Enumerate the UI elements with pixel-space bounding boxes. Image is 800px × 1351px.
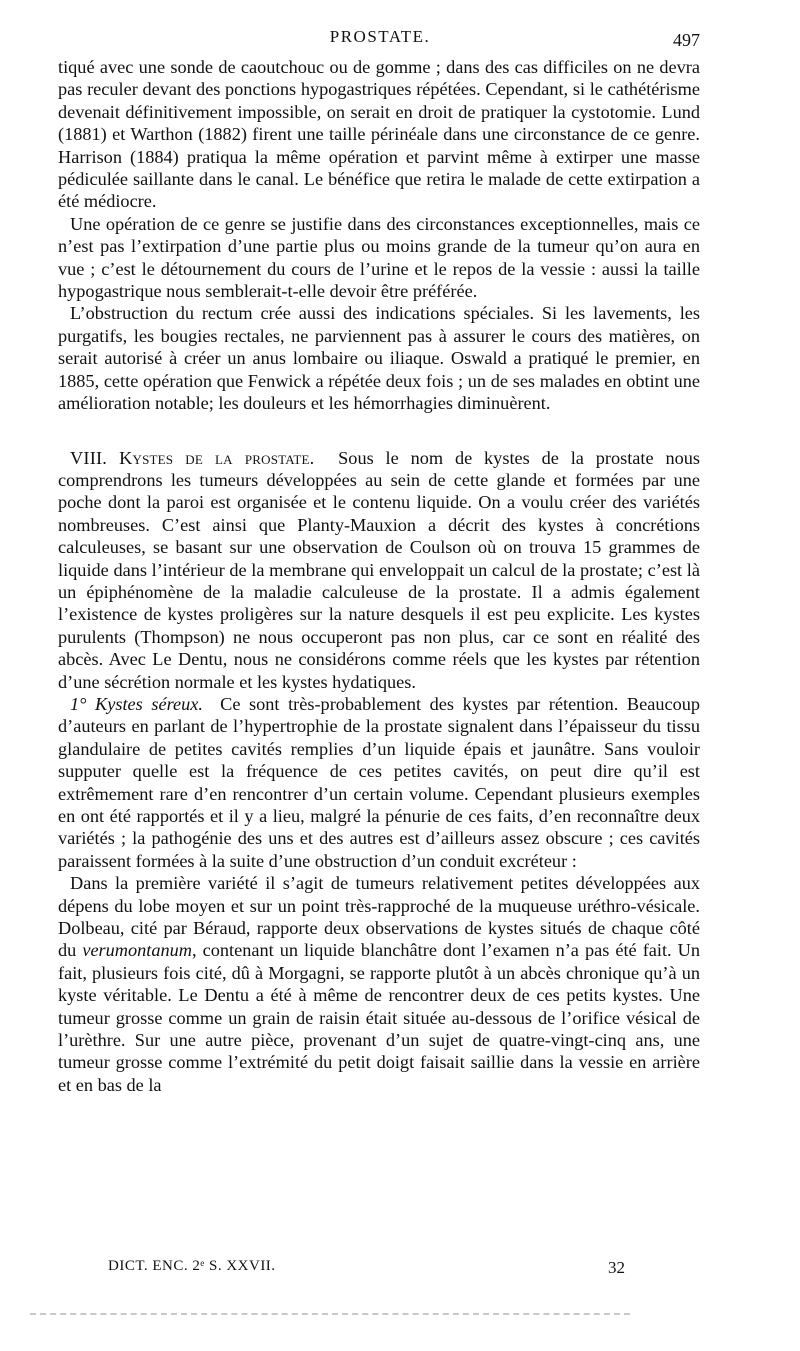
paragraph-text-b: , contenant un liquide blanchâtre dont l’examen n’a pas été fait. Un fait, plusieurs fois cité, dû à Morgagni, se rapporte plutôt à un abcès chronique qu’à un kyste véritable. Le Dentu a été à même de rencontrer deux de ces petits kystes. Une tumeur grosse comme un grain de raisin était située au-dessous de l’orifice vésical de l’urèthre. Sur une autre pièce, provenant d’un sujet de quatre-vingt-cinq ans, une tumeur grosse comme l’extrémité du petit doigt faisait saillie dans la vessie en arrière et en bas de la xyxy=(58,940,701,1095)
sheet-number: 32 xyxy=(608,1258,625,1277)
bleed-through-rule xyxy=(30,1313,630,1315)
section-text: Sous le nom de kystes de la prostate nous comprendrons les tumeurs développées au sein de cette glande et formées par une poche dont la paroi est organisée et le contenu liquide. On a voulu créer des variétés nombreuses. C’est ainsi que Planty-Mauxion a décrit des kystes à concrétions calculeuses, se basant sur une observation de Coulson où on trouva 15 grammes de liquide dans l’intérieur de la membrane qui enveloppait un calcul de la prostate; c’est là un épiphénomène de la maladie calculeuse de la prostate. Il a admis également l’existence de kystes proligères sur la nature desquels il est peu explicite. Les kystes purulents (Thompson) ne nous occuperont pas non plus, car ce sont en réalité des abcès. Avec Le Dentu, nous ne considérons comme réels que les kystes par rétention d’une sécrétion normale et les kystes hydatiques. xyxy=(58,447,700,692)
page-number: 497 xyxy=(673,30,700,50)
page-header xyxy=(60,27,700,51)
paragraph-kystes-sereux xyxy=(58,693,700,872)
running-title: PROSTATE. xyxy=(329,27,431,46)
subsection-text: Ce sont très-probablement des kystes par rétention. Beaucoup d’auteurs en parlant de l’hypertrophie de la prostate signalent dans l’épaisseur du tissu glandulaire de petites cavités remplies d’un liquide épais et jaunâtre. Sans vouloir supputer quelle est la fréquence de ces petites cavités, on peut dire qu’il est extrêmement rare d’en rencontrer d’un certain volume. Cependant plusieurs exemples en ont été rapportés et il y a lieu, malgré la pénurie de ces faits, d’en reconnaître deux variétés ; la pathogénie des uns et des autres est d’ailleurs assez obscure ; ces cavités paraissent formées à la suite d’une obstruction d’un conduit excréteur : xyxy=(58,693,701,871)
signature-mark: DICT. ENC. 2ᵉ S. XXVII. xyxy=(108,1258,276,1274)
subsection-heading: 1° Kystes séreux. xyxy=(70,693,203,714)
paragraph-kystes xyxy=(58,447,700,693)
paragraph-text-a: Dans la première variété il s’agit de tumeurs relativement petites développées aux dépens du lobe moyen et sur un point très-rapproché de la muqueuse uréthro-vésicale. Dolbeau, cité par Béraud, rapporte deux observations de kystes situés de chaque côté du xyxy=(58,873,700,961)
paragraph-continued: tiqué avec une sonde de caoutchouc ou de gomme ; dans des cas difficiles on ne devra pas reculer devant des ponctions hypogastriques répétées. Cependant, si le cathétérisme devenait définitivement impossible, on serait en droit de pratiquer la cystotomie. Lund (1881) et Warthon (1882) firent une taille périnéale dans une circonstance de ce genre. Harrison (1884) pratiqua la même opération et parvint même à extirper une masse pédiculée saillante dans le canal. Le bénéfice que retira le malade de cette extirpation a été médiocre. xyxy=(58,57,700,212)
paragraph-operation: Une opération de ce genre se justifie dans des circonstances exceptionnelles, mais ce n’est pas l’extirpation d’une partie plus ou moins grande de la tumeur qu’on aura en vue ; c’est le détournement du cours de l’urine et le repos de la vessie : aussi la taille hypogastrique nous semblerait-t-elle devoir être préférée. xyxy=(58,213,700,302)
section-heading: VIII. Kystes de la prostate. xyxy=(70,447,315,468)
page-body xyxy=(58,56,700,1096)
page-footer xyxy=(60,1258,700,1282)
italic-term: verumontanum xyxy=(82,940,192,961)
paragraph-premiere-variete xyxy=(58,872,700,1096)
paragraph-rectum: L’obstruction du rectum crée aussi des indications spéciales. Si les lavements, les purgatifs, les bougies rectales, ne parviennent pas à assurer le cours des matières, on serait autorisé à créer un anus lombaire ou iliaque. Oswald a pratiqué le premier, en 1885, cette opération que Fenwick a répétée deux fois ; un de ses malades en obtint une amélioration notable; les douleurs et les hémorrhagies diminuèrent. xyxy=(58,303,700,414)
